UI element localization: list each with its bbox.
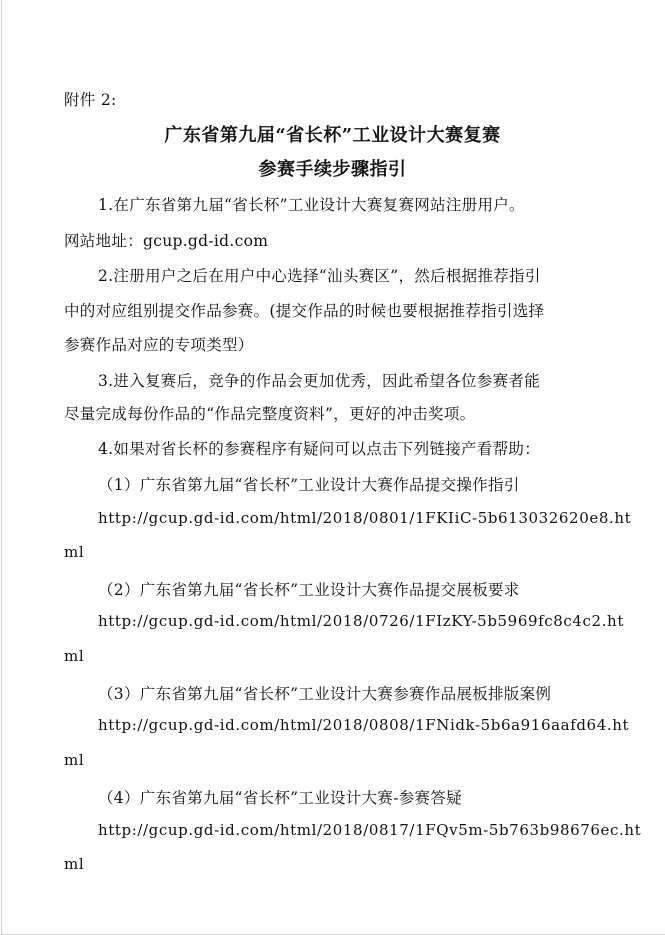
help-link-url[interactable]: http://gcup.gd-id.com/html/2018/0808/1FNidk-5b6a916aafd64.ht <box>98 716 630 734</box>
step-2-text-cont: 中的对应组别提交作品参赛。(提交作品的时候也要根据推荐指引选择 <box>64 302 545 320</box>
step-3-text-cont: 尽量完成每份作品的“作品完整度资料”，更好的冲击奖项。 <box>64 405 476 423</box>
help-link-label: （4）广东省第九届“省长杯”工业设计大赛-参赛答疑 <box>98 789 462 807</box>
help-link-label: （1）广东省第九届“省长杯”工业设计大赛作品提交操作指引 <box>98 476 520 494</box>
document-title: 广东省第九届“省长杯”工业设计大赛复赛 <box>164 125 501 146</box>
help-link-url-cont[interactable]: ml <box>64 855 85 873</box>
help-link-label: （3）广东省第九届“省长杯”工业设计大赛参赛作品展板排版案例 <box>98 685 552 703</box>
help-link-url[interactable]: http://gcup.gd-id.com/html/2018/0817/1FQv5m-5b763b98676ec.ht <box>98 821 642 839</box>
help-link-url[interactable]: http://gcup.gd-id.com/html/2018/0801/1FKIiC-5b613032620e8.ht <box>98 509 632 527</box>
help-link-label: （2）广东省第九届“省长杯”工业设计大赛作品提交展板要求 <box>98 581 520 599</box>
step-3-text: 3.进入复赛后，竞争的作品会更加优秀，因此希望各位参赛者能 <box>98 372 540 390</box>
help-link-url[interactable]: http://gcup.gd-id.com/html/2018/0726/1FIzKY-5b5969fc8c4c2.ht <box>98 612 624 630</box>
help-link-url-cont[interactable]: ml <box>64 543 85 561</box>
document-subtitle: 参赛手续步骤指引 <box>258 159 407 180</box>
help-link-url-cont[interactable]: ml <box>64 751 85 769</box>
step-1-text: 1.在广东省第九届“省长杯”工业设计大赛复赛网站注册用户。 <box>98 196 525 214</box>
help-link-url-cont[interactable]: ml <box>64 647 85 665</box>
step-4-text: 4.如果对省长杯的参赛程序有疑问可以点击下列链接产看帮助： <box>98 440 540 458</box>
step-1-website: 网站地址：gcup.gd-id.com <box>64 232 269 250</box>
attachment-label: 附件 2: <box>64 91 117 109</box>
step-2-text-cont: 参赛作品对应的专项类型） <box>64 336 254 354</box>
step-2-text: 2.注册用户之后在用户中心选择“汕头赛区”，然后根据推荐指引 <box>98 267 541 285</box>
